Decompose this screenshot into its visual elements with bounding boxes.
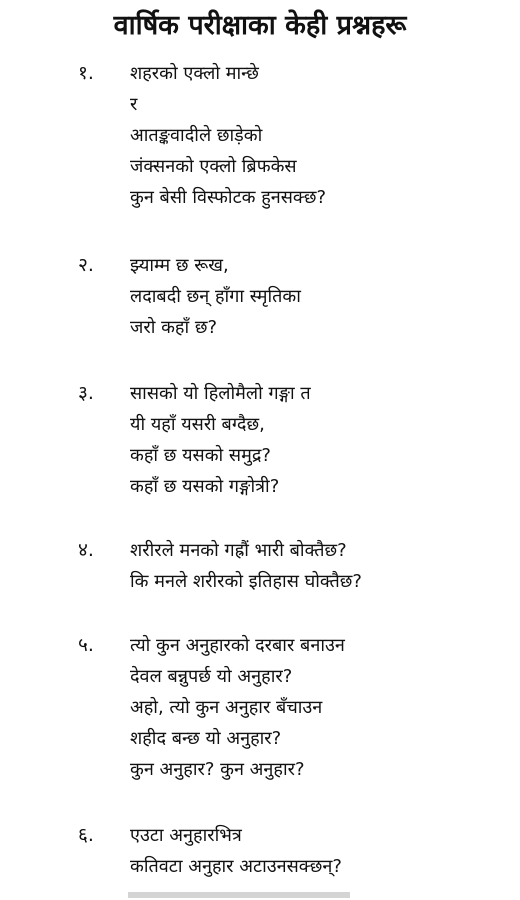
poem-line: कुन बेसी विस्फोटक हुनसक्छ? <box>130 187 327 208</box>
poem-line: लदाबदी छन् हाँगा स्मृतिका <box>130 286 301 307</box>
poem-line: देवल बन्नुपर्छ यो अनुहार? <box>130 666 293 687</box>
question-number: १. <box>78 62 94 84</box>
poem-line: शहीद बन्छ यो अनुहार? <box>130 728 282 749</box>
question-number: ४. <box>78 539 94 561</box>
question-lines <box>130 535 515 597</box>
poem-line: एउटा अनुहारभित्र <box>130 825 242 846</box>
poem-line: जंक्सनको एक्लो ब्रिफकेस <box>130 156 297 177</box>
poem-line: कुन अनुहार? कुन अनुहार? <box>130 759 305 780</box>
question-lines <box>130 630 515 785</box>
poem-line: झ्याम्म छ रूख, <box>130 255 229 276</box>
question-lines <box>130 250 515 343</box>
poem-line: आतङ्कवादीले छाड़ेको <box>130 125 263 146</box>
question-lines <box>130 58 515 213</box>
poem-line: त्यो कुन अनुहारको दरबार बनाउन <box>130 635 345 656</box>
question-number: ५. <box>78 634 94 656</box>
question-number: ६. <box>78 824 94 846</box>
poem-line: शरीरले मनको गह्रौं भारी बोक्तैछ? <box>130 540 347 561</box>
poem-line: कहाँ छ यसको गङ्गोत्री? <box>130 476 280 497</box>
question-number: ३. <box>78 382 94 404</box>
question-number: २. <box>78 254 94 276</box>
poem-line: सासको यो हिलोमैलो गङ्गा त <box>130 383 311 404</box>
poem-line: अहो, त्यो कुन अनुहार बँचाउन <box>130 697 323 718</box>
poem-line: कतिवटा अनुहार अटाउनसक्छन्? <box>130 856 342 877</box>
poem-line: यी यहाँ यसरी बग्दैछ, <box>130 414 265 435</box>
poem-line: र <box>130 94 138 115</box>
bottom-divider <box>128 892 350 898</box>
page-title: वार्षिक परीक्षाका केही प्रश्नहरू <box>113 10 407 41</box>
question-lines <box>130 820 515 882</box>
poem-line: शहरको एक्लो मान्छे <box>130 63 259 84</box>
poem-line: कहाँ छ यसको समुद्र? <box>130 445 271 466</box>
poem-line: जरो कहाँ छ? <box>130 317 218 338</box>
question-lines <box>130 378 515 502</box>
poem-line: कि मनले शरीरको इतिहास घोक्तैछ? <box>130 571 362 592</box>
